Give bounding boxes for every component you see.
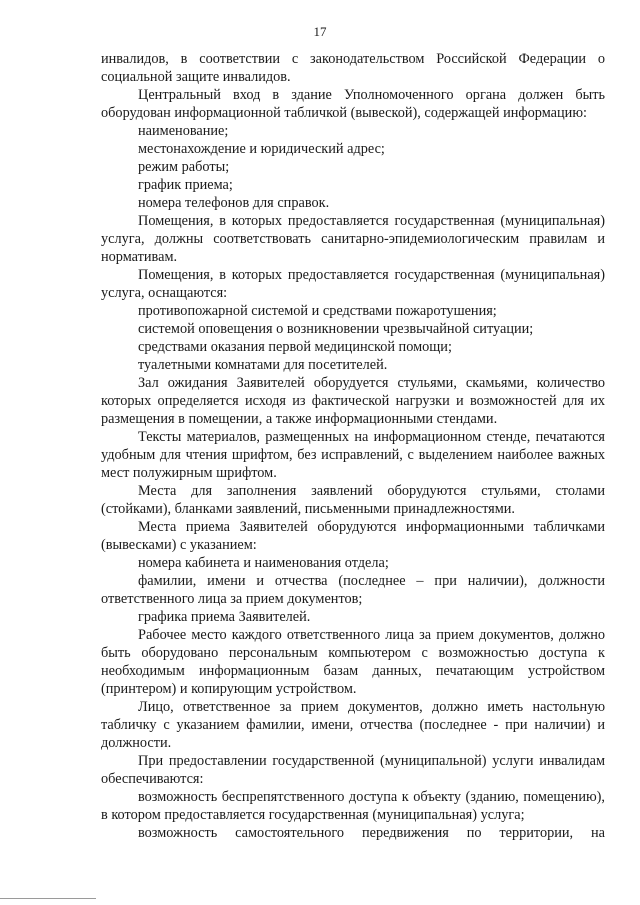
paragraph: Рабочее место каждого ответственного лица за прием документов, должно быть оборудовано персональным компьютером с возможностью доступа к необходимым информационным базам данных, печатающим устройством (принтером) и копирующим устройством. xyxy=(101,627,605,697)
list-item: графика приема Заявителей. xyxy=(138,609,311,625)
paragraph: Помещения, в которых предоставляется государственная (муниципальная) услуга, должны соответствовать санитарно-эпидемиологическим правилам и нормативам. xyxy=(101,213,605,265)
list-item: график приема; xyxy=(138,177,233,193)
paragraph: фамилии, имени и отчества (последнее – при наличии), должности ответственного лица за прием документов; xyxy=(101,573,605,607)
list-item: противопожарной системой и средствами пожаротушения; xyxy=(138,303,497,319)
paragraph: При предоставлении государственной (муниципальной) услуги инвалидам обеспечиваются: xyxy=(101,753,605,787)
paragraph: Центральный вход в здание Уполномоченного органа должен быть оборудован информационной табличкой (вывеской), содержащей информацию: xyxy=(101,87,605,121)
list-item: номера кабинета и наименования отдела; xyxy=(138,555,389,571)
paragraph: Места приема Заявителей оборудуются информационными табличками (вывесками) с указанием: xyxy=(101,519,605,553)
document-body xyxy=(101,50,605,842)
list-item: системой оповещения о возникновении чрезвычайной ситуации; xyxy=(138,321,534,337)
list-item: средствами оказания первой медицинской помощи; xyxy=(138,339,452,355)
paragraph: инвалидов, в соответствии с законодательством Российской Федерации о социальной защите инвалидов. xyxy=(101,51,605,85)
list-item: номера телефонов для справок. xyxy=(138,195,330,211)
footer-rule xyxy=(0,898,96,899)
list-item: режим работы; xyxy=(138,159,230,175)
paragraph: возможность беспрепятственного доступа к объекту (зданию, помещению), в котором предоставляется государственная (муниципальная) услуга; xyxy=(101,789,605,823)
paragraph: Тексты материалов, размещенных на информационном стенде, печатаются удобным для чтения шрифтом, без исправлений, с выделением наиболее важных мест полужирным шрифтом. xyxy=(101,429,605,481)
paragraph: возможность самостоятельного передвижения по территории, на xyxy=(138,825,605,841)
paragraph: Лицо, ответственное за прием документов, должно иметь настольную табличку с указанием фамилии, имени, отчества (последнее - при наличии) и должности. xyxy=(101,699,605,751)
page-number: 17 xyxy=(313,24,327,39)
list-item: наименование; xyxy=(138,123,229,139)
paragraph: Зал ожидания Заявителей оборудуется стульями, скамьями, количество которых определяется исходя из фактической нагрузки и возможностей для их размещения в помещении, а также информационными стендами. xyxy=(101,375,605,427)
list-item: туалетными комнатами для посетителей. xyxy=(138,357,388,373)
paragraph: Помещения, в которых предоставляется государственная (муниципальная) услуга, оснащаются: xyxy=(101,267,605,301)
list-item: местонахождение и юридический адрес; xyxy=(138,141,385,157)
paragraph: Места для заполнения заявлений оборудуются стульями, столами (стойками), бланками заявлений, письменными принадлежностями. xyxy=(101,483,605,517)
